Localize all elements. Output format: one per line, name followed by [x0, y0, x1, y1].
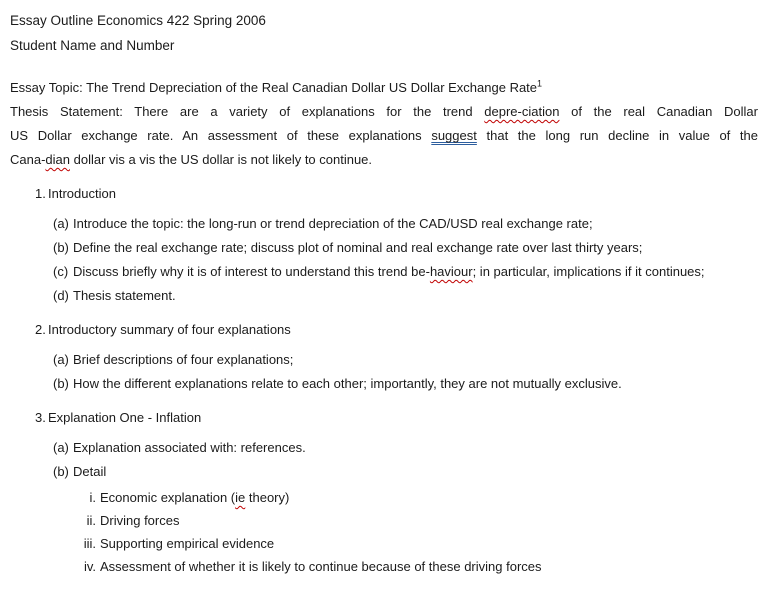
- outline-subitem: [53, 260, 758, 284]
- spellcheck-flagged-text: depre-ciation: [484, 104, 560, 119]
- outline-subitem-text: [73, 284, 758, 308]
- text-segment: How the different explanations relate to each other; importantly, they are not mutually exclusive.: [73, 376, 622, 391]
- outline-subitem-marker: (a): [53, 352, 69, 367]
- outline-roman-item: [73, 486, 758, 509]
- text-segment: Thesis Statement: There are a variety of explanations for the trend: [10, 104, 485, 119]
- outline-subitem: [53, 284, 758, 308]
- outline-roman-marker: i.: [89, 490, 96, 505]
- outline-roman-item: [73, 532, 758, 555]
- outline-item: [35, 406, 758, 430]
- text-segment: of the real Canadian Dollar: [559, 104, 758, 119]
- outline-subitem-text: [73, 348, 758, 372]
- thesis-statement: [10, 100, 758, 172]
- outline-roman-marker: ii.: [86, 513, 96, 528]
- outline-subitem-marker: (d): [53, 288, 69, 303]
- outline-roman-text: [100, 532, 758, 555]
- outline-item-title: Introduction: [48, 186, 116, 201]
- doc-author-line: Student Name and Number: [10, 38, 175, 53]
- text-segment: Introduce the topic: the long-run or trend depreciation of the CAD/USD real exchange rate;: [73, 216, 593, 231]
- outline-subitem-text: [73, 372, 758, 396]
- outline-subitem-marker: (b): [53, 464, 69, 479]
- outline-roman-text: [100, 486, 758, 509]
- outline-item: [35, 182, 758, 206]
- outline-subitem-marker: (b): [53, 240, 69, 255]
- outline-subitem-text: [73, 460, 758, 484]
- outline-item-marker: 2.: [35, 322, 46, 337]
- outline-subitem-text: [73, 260, 758, 284]
- essay-topic-line: [10, 76, 758, 100]
- text-segment: Discuss briefly why it is of interest to understand this trend be-: [73, 264, 430, 279]
- thesis-line: [10, 124, 758, 148]
- text-segment: Thesis statement.: [73, 288, 176, 303]
- outline-roman-marker: iv.: [83, 559, 96, 574]
- text-segment: Economic explanation (: [100, 490, 236, 505]
- text-segment: Essay Topic: The Trend Depreciation of the Real Canadian Dollar US Dollar Exchange Rate: [10, 80, 538, 95]
- outline-roman-text: [100, 509, 758, 532]
- text-segment: Detail: [73, 464, 107, 479]
- outline-roman-text: [100, 555, 758, 578]
- outline-item-title: Explanation One - Inflation: [48, 410, 202, 425]
- document-header: [10, 8, 758, 58]
- outline-subitem: [53, 372, 758, 396]
- text-segment: dollar vis a vis the US dollar is not likely to continue.: [70, 152, 373, 167]
- outline-subitem-marker: (a): [53, 440, 69, 455]
- spellcheck-flagged-text: haviour: [429, 264, 473, 279]
- grammar-flagged-text: suggest: [431, 128, 477, 143]
- outline-item-title: Introductory summary of four explanations: [48, 322, 291, 337]
- text-segment: Assessment of whether it is likely to continue because of these driving forces: [100, 559, 542, 574]
- thesis-line: [10, 100, 758, 124]
- thesis-line: [10, 148, 758, 172]
- outline-subitem: [53, 348, 758, 372]
- text-segment: that the long run decline in value of the: [476, 128, 758, 143]
- doc-title-line: Essay Outline Economics 422 Spring 2006: [10, 13, 266, 28]
- outline-roman-marker: iii.: [83, 536, 96, 551]
- outline-item: [35, 318, 758, 342]
- footnote-superscript: 1: [537, 78, 543, 89]
- outline-item-marker: 1.: [35, 186, 46, 201]
- text-segment: Brief descriptions of four explanations;: [73, 352, 294, 367]
- outline-roman-item: [73, 509, 758, 532]
- outline-subitem: [53, 236, 758, 260]
- outline-subitem: [53, 436, 758, 460]
- essay-outline: [10, 182, 758, 578]
- text-segment: Supporting empirical evidence: [100, 536, 275, 551]
- spellcheck-flagged-text: dian: [45, 152, 70, 167]
- outline-subitem-marker: (a): [53, 216, 69, 231]
- outline-subitem: [53, 460, 758, 484]
- text-segment: Define the real exchange rate; discuss plot of nominal and real exchange rate over last thirty years;: [73, 240, 643, 255]
- text-segment: Explanation associated with: references.: [73, 440, 306, 455]
- text-segment: Cana-: [10, 152, 46, 167]
- text-segment: Driving forces: [100, 513, 180, 528]
- outline-subitem: [53, 212, 758, 236]
- outline-subitem-text: [73, 436, 758, 460]
- text-segment: theory): [245, 490, 290, 505]
- outline-subitem-text: [73, 236, 758, 260]
- outline-item-marker: 3.: [35, 410, 46, 425]
- outline-roman-item: [73, 555, 758, 578]
- outline-subitem-marker: (c): [53, 264, 69, 279]
- outline-subitem-text: [73, 212, 758, 236]
- spellcheck-flagged-text: ie: [235, 490, 246, 505]
- text-segment: ; in particular, implications if it continues;: [472, 264, 705, 279]
- text-segment: US Dollar exchange rate. An assessment of these explanations: [10, 128, 432, 143]
- outline-subitem-marker: (b): [53, 376, 69, 391]
